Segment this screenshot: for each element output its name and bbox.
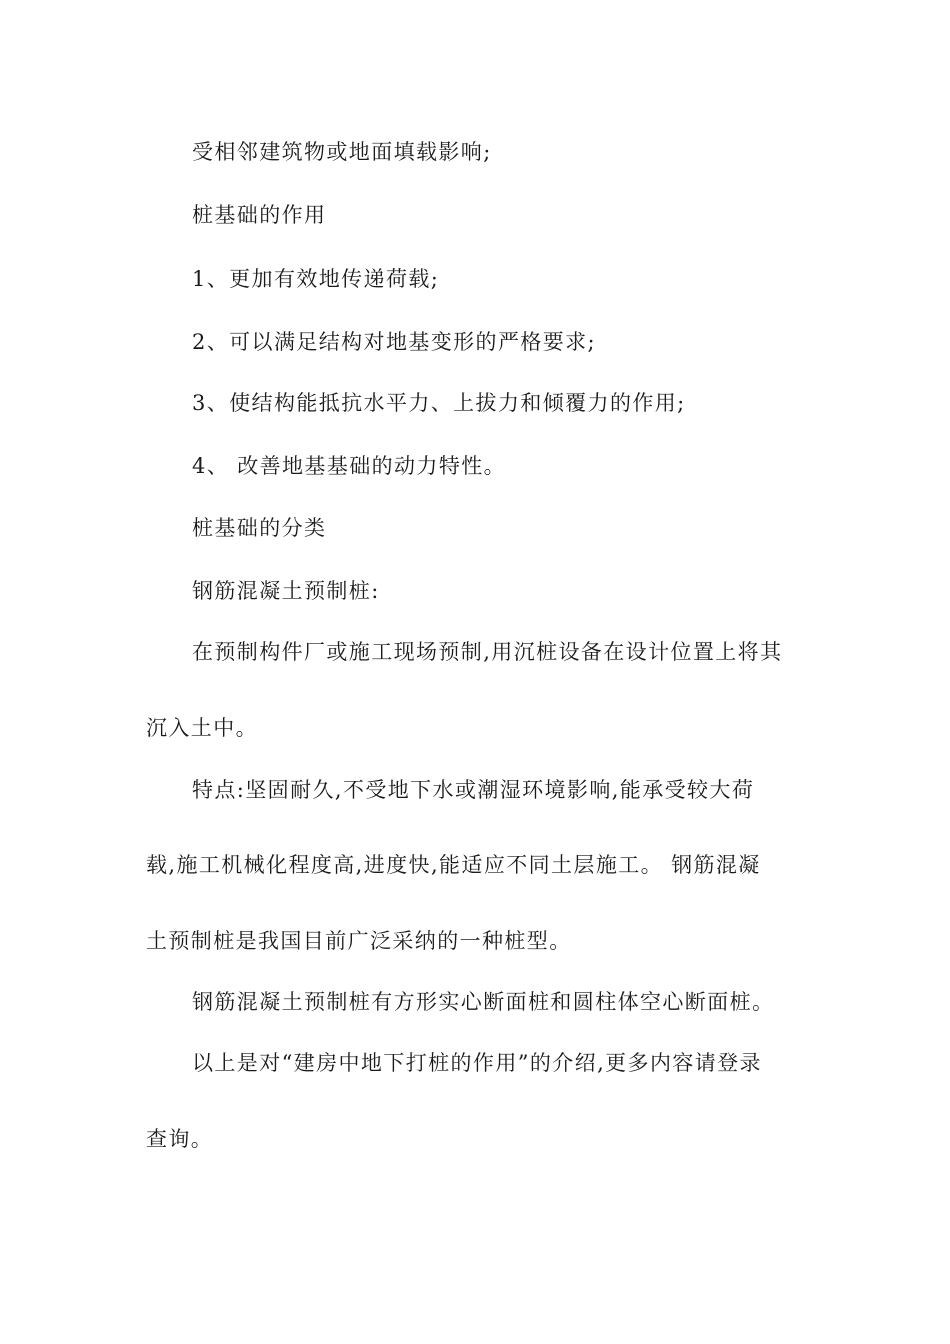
paragraph-line: 特点:坚固耐久,不受地下水或潮湿环境影响,能承受较大荷 bbox=[192, 778, 755, 802]
subsection-heading: 钢筋混凝土预制桩: bbox=[192, 579, 380, 603]
paragraph-line: 土预制桩是我国目前广泛采纳的一种桩型。 bbox=[146, 929, 572, 953]
paragraph-line: 查询。 bbox=[146, 1127, 214, 1151]
section-heading: 桩基础的作用 bbox=[192, 203, 327, 227]
list-item: 1、更加有效地传递荷载; bbox=[192, 267, 440, 291]
list-item: 3、使结构能抵抗水平力、上拔力和倾覆力的作用; bbox=[192, 391, 686, 415]
section-heading: 桩基础的分类 bbox=[192, 516, 327, 540]
list-item: 2、可以满足结构对地基变形的严格要求; bbox=[192, 330, 597, 354]
paragraph-line: 在预制构件厂或施工现场预制,用沉桩设备在设计位置上将其 bbox=[192, 640, 783, 664]
paragraph-line: 以上是对“建房中地下打桩的作用”的介绍,更多内容请登录 bbox=[192, 1051, 762, 1075]
text-line: 受相邻建筑物或地面填载影响; bbox=[192, 140, 492, 164]
paragraph-line: 载,施工机械化程度高,进度快,能适应不同土层施工。 钢筋混凝 bbox=[146, 853, 761, 877]
paragraph-line: 钢筋混凝土预制桩有方形实心断面桩和圆柱体空心断面桩。 bbox=[192, 990, 775, 1014]
list-item: 4、 改善地基基础的动力特性。 bbox=[192, 454, 507, 478]
paragraph-line: 沉入土中。 bbox=[146, 716, 258, 740]
